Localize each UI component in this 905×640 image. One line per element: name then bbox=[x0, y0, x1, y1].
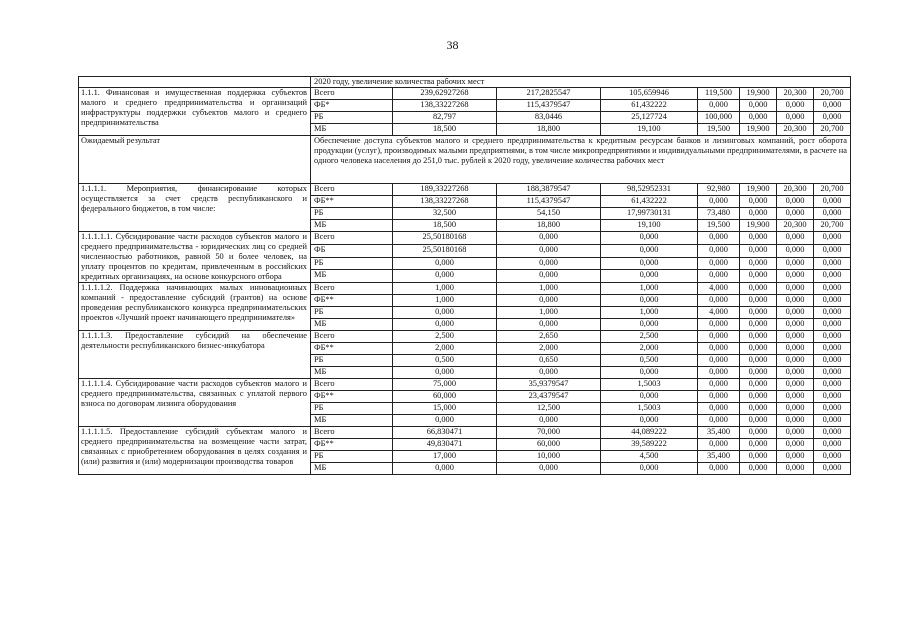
value-cell: 25,50180168 bbox=[393, 232, 497, 245]
value-cell: 54,150 bbox=[497, 208, 601, 220]
value-cell: 0,000 bbox=[740, 100, 777, 112]
value-cell: 35,9379547 bbox=[497, 379, 601, 391]
table-row bbox=[79, 283, 851, 295]
value-cell: 0,000 bbox=[777, 379, 814, 391]
activity-name: 1.1.1.1.3. Предоставление субсидий на обеспечение деятельности республиканского бизнес-инкубатора bbox=[79, 331, 311, 379]
value-cell: 0,000 bbox=[814, 343, 851, 355]
table-row bbox=[79, 184, 851, 196]
value-cell: 0,000 bbox=[740, 355, 777, 367]
value-cell: 0,000 bbox=[777, 439, 814, 451]
value-cell: 0,000 bbox=[777, 403, 814, 415]
table-row bbox=[79, 379, 851, 391]
value-cell: 0,000 bbox=[698, 391, 740, 403]
value-cell: 0,000 bbox=[777, 244, 814, 257]
value-cell: 20,300 bbox=[777, 184, 814, 196]
activity-name: 1.1.1.1.5. Предоставление субсидий субъектам малого и среднего предпринимательства на возмещение части затрат, связанных с приобретением оборудования в целях создания и (или) развития и (или) модернизации производства товаров bbox=[79, 427, 311, 475]
value-cell: 66,830471 bbox=[393, 427, 497, 439]
value-cell: 0,000 bbox=[740, 257, 777, 270]
value-cell: 0,000 bbox=[814, 100, 851, 112]
value-cell: 70,000 bbox=[497, 427, 601, 439]
value-cell: 0,000 bbox=[777, 270, 814, 283]
funding-source: МБ bbox=[311, 124, 393, 136]
value-cell: 0,000 bbox=[497, 463, 601, 475]
value-cell: 18,500 bbox=[393, 220, 497, 232]
value-cell: 0,000 bbox=[740, 307, 777, 319]
value-cell: 0,000 bbox=[601, 257, 698, 270]
value-cell: 2,650 bbox=[497, 331, 601, 343]
value-cell: 0,000 bbox=[814, 208, 851, 220]
table-row bbox=[79, 427, 851, 439]
value-cell: 19,100 bbox=[601, 124, 698, 136]
expected-result-row bbox=[79, 136, 851, 184]
value-cell: 23,4379547 bbox=[497, 391, 601, 403]
budget-table bbox=[78, 76, 851, 475]
value-cell: 0,000 bbox=[698, 343, 740, 355]
funding-source: РБ bbox=[311, 451, 393, 463]
value-cell: 49,830471 bbox=[393, 439, 497, 451]
value-cell: 0,000 bbox=[698, 100, 740, 112]
value-cell: 188,3879547 bbox=[497, 184, 601, 196]
continuation-text: 2020 году, увеличение количества рабочих мест bbox=[311, 77, 851, 88]
value-cell: 0,000 bbox=[698, 244, 740, 257]
value-cell: 1,000 bbox=[601, 283, 698, 295]
value-cell: 0,000 bbox=[740, 403, 777, 415]
value-cell: 0,000 bbox=[814, 379, 851, 391]
value-cell: 0,000 bbox=[698, 319, 740, 331]
value-cell: 35,400 bbox=[698, 451, 740, 463]
value-cell: 2,500 bbox=[601, 331, 698, 343]
value-cell: 0,000 bbox=[777, 100, 814, 112]
value-cell: 0,000 bbox=[698, 415, 740, 427]
funding-source: ФБ** bbox=[311, 343, 393, 355]
value-cell: 0,000 bbox=[740, 427, 777, 439]
funding-source: Всего bbox=[311, 331, 393, 343]
value-cell: 1,000 bbox=[601, 307, 698, 319]
value-cell: 0,000 bbox=[777, 307, 814, 319]
value-cell: 0,000 bbox=[393, 463, 497, 475]
value-cell: 100,000 bbox=[698, 112, 740, 124]
value-cell: 44,089222 bbox=[601, 427, 698, 439]
value-cell: 19,900 bbox=[740, 124, 777, 136]
value-cell: 0,000 bbox=[393, 270, 497, 283]
value-cell: 0,000 bbox=[698, 257, 740, 270]
value-cell: 0,000 bbox=[601, 367, 698, 379]
value-cell: 239,62927268 bbox=[393, 88, 497, 100]
value-cell: 0,000 bbox=[814, 295, 851, 307]
value-cell: 138,33227268 bbox=[393, 196, 497, 208]
value-cell: 119,500 bbox=[698, 88, 740, 100]
table-row bbox=[79, 331, 851, 343]
value-cell: 0,000 bbox=[740, 270, 777, 283]
value-cell: 0,000 bbox=[777, 391, 814, 403]
value-cell: 1,000 bbox=[393, 295, 497, 307]
value-cell: 0,000 bbox=[777, 283, 814, 295]
activity-name: 1.1.1.1.4. Субсидирование части расходов субъектов малого и среднего предпринимательства, связанных с уплатой первого взноса по договорам лизинга оборудования bbox=[79, 379, 311, 427]
value-cell: 0,000 bbox=[814, 283, 851, 295]
funding-source: ФБ** bbox=[311, 439, 393, 451]
funding-source: РБ bbox=[311, 403, 393, 415]
value-cell: 0,000 bbox=[393, 307, 497, 319]
activity-name: 1.1.1. Финансовая и имущественная поддержка субъектов малого и среднего предпринимательства и организаций инфраструктуры поддержки субъектов малого и среднего предпринимательства bbox=[79, 88, 311, 136]
value-cell: 0,000 bbox=[814, 427, 851, 439]
value-cell: 0,000 bbox=[601, 319, 698, 331]
value-cell: 0,000 bbox=[740, 439, 777, 451]
value-cell: 0,000 bbox=[814, 331, 851, 343]
table-row bbox=[79, 232, 851, 245]
value-cell: 0,000 bbox=[698, 295, 740, 307]
funding-source: РБ bbox=[311, 355, 393, 367]
value-cell: 0,000 bbox=[698, 439, 740, 451]
funding-source: ФБ* bbox=[311, 100, 393, 112]
value-cell: 0,000 bbox=[777, 295, 814, 307]
value-cell: 0,000 bbox=[601, 391, 698, 403]
page-number: 38 bbox=[446, 38, 459, 52]
value-cell: 0,000 bbox=[740, 343, 777, 355]
value-cell: 0,000 bbox=[814, 451, 851, 463]
value-cell: 0,000 bbox=[814, 244, 851, 257]
activity-name: 1.1.1.1.2. Поддержка начинающих малых инновационных компаний - предоставление субсидий (грантов) на основе проведения республиканского конкурса предпринимательских проектов «Лучший проект начинающего предпринимателя» bbox=[79, 283, 311, 331]
value-cell: 0,000 bbox=[698, 355, 740, 367]
value-cell: 19,500 bbox=[698, 124, 740, 136]
value-cell: 0,000 bbox=[777, 463, 814, 475]
value-cell: 0,000 bbox=[777, 331, 814, 343]
value-cell: 2,000 bbox=[393, 343, 497, 355]
value-cell: 75,000 bbox=[393, 379, 497, 391]
value-cell: 0,000 bbox=[777, 451, 814, 463]
value-cell: 0,000 bbox=[601, 415, 698, 427]
value-cell: 1,000 bbox=[497, 283, 601, 295]
value-cell: 115,4379547 bbox=[497, 196, 601, 208]
value-cell: 0,000 bbox=[740, 319, 777, 331]
value-cell: 20,700 bbox=[814, 184, 851, 196]
funding-source: МБ bbox=[311, 367, 393, 379]
value-cell: 0,000 bbox=[497, 232, 601, 245]
funding-source: Всего bbox=[311, 427, 393, 439]
value-cell: 19,100 bbox=[601, 220, 698, 232]
value-cell: 19,900 bbox=[740, 184, 777, 196]
funding-source: РБ bbox=[311, 307, 393, 319]
value-cell: 0,000 bbox=[740, 463, 777, 475]
value-cell: 35,400 bbox=[698, 427, 740, 439]
value-cell: 0,000 bbox=[601, 295, 698, 307]
value-cell: 0,000 bbox=[698, 403, 740, 415]
value-cell: 0,000 bbox=[740, 415, 777, 427]
value-cell: 4,000 bbox=[698, 307, 740, 319]
value-cell: 0,000 bbox=[777, 355, 814, 367]
value-cell: 61,432222 bbox=[601, 100, 698, 112]
value-cell: 0,000 bbox=[698, 463, 740, 475]
value-cell: 0,500 bbox=[393, 355, 497, 367]
value-cell: 0,000 bbox=[777, 208, 814, 220]
funding-source: РБ bbox=[311, 112, 393, 124]
continuation-row bbox=[79, 77, 851, 88]
value-cell: 0,000 bbox=[740, 391, 777, 403]
value-cell: 1,5003 bbox=[601, 379, 698, 391]
value-cell: 0,000 bbox=[777, 257, 814, 270]
value-cell: 20,300 bbox=[777, 88, 814, 100]
value-cell: 0,000 bbox=[777, 343, 814, 355]
value-cell: 20,700 bbox=[814, 124, 851, 136]
value-cell: 115,4379547 bbox=[497, 100, 601, 112]
funding-source: ФБ bbox=[311, 244, 393, 257]
value-cell: 0,000 bbox=[777, 427, 814, 439]
value-cell: 18,500 bbox=[393, 124, 497, 136]
funding-source: ФБ** bbox=[311, 196, 393, 208]
value-cell: 2,000 bbox=[601, 343, 698, 355]
value-cell: 1,000 bbox=[497, 307, 601, 319]
value-cell: 0,000 bbox=[740, 196, 777, 208]
funding-source: РБ bbox=[311, 208, 393, 220]
value-cell: 0,000 bbox=[497, 257, 601, 270]
empty-cell bbox=[79, 77, 311, 88]
value-cell: 83,0446 bbox=[497, 112, 601, 124]
value-cell: 19,900 bbox=[740, 220, 777, 232]
funding-source: МБ bbox=[311, 415, 393, 427]
value-cell: 0,000 bbox=[814, 257, 851, 270]
value-cell: 0,000 bbox=[740, 367, 777, 379]
value-cell: 0,000 bbox=[777, 112, 814, 124]
value-cell: 0,000 bbox=[497, 319, 601, 331]
value-cell: 189,33227268 bbox=[393, 184, 497, 196]
value-cell: 0,000 bbox=[740, 232, 777, 245]
value-cell: 0,000 bbox=[777, 196, 814, 208]
value-cell: 0,000 bbox=[601, 244, 698, 257]
value-cell: 0,000 bbox=[814, 270, 851, 283]
value-cell: 0,000 bbox=[497, 415, 601, 427]
funding-source: Всего bbox=[311, 283, 393, 295]
value-cell: 105,659946 bbox=[601, 88, 698, 100]
value-cell: 0,000 bbox=[698, 379, 740, 391]
value-cell: 0,000 bbox=[740, 283, 777, 295]
value-cell: 0,000 bbox=[698, 367, 740, 379]
value-cell: 12,500 bbox=[497, 403, 601, 415]
value-cell: 4,500 bbox=[601, 451, 698, 463]
value-cell: 0,500 bbox=[601, 355, 698, 367]
value-cell: 0,000 bbox=[698, 270, 740, 283]
funding-source: Всего bbox=[311, 88, 393, 100]
value-cell: 18,800 bbox=[497, 220, 601, 232]
value-cell: 20,700 bbox=[814, 220, 851, 232]
funding-source: МБ bbox=[311, 319, 393, 331]
table-row bbox=[79, 88, 851, 100]
value-cell: 138,33227268 bbox=[393, 100, 497, 112]
value-cell: 32,500 bbox=[393, 208, 497, 220]
value-cell: 217,2825547 bbox=[497, 88, 601, 100]
value-cell: 10,000 bbox=[497, 451, 601, 463]
value-cell: 0,000 bbox=[814, 439, 851, 451]
value-cell: 0,000 bbox=[777, 319, 814, 331]
value-cell: 2,500 bbox=[393, 331, 497, 343]
value-cell: 0,000 bbox=[777, 415, 814, 427]
value-cell: 0,000 bbox=[393, 257, 497, 270]
value-cell: 15,000 bbox=[393, 403, 497, 415]
value-cell: 0,000 bbox=[814, 355, 851, 367]
value-cell: 0,000 bbox=[740, 112, 777, 124]
funding-source: ФБ** bbox=[311, 391, 393, 403]
value-cell: 0,000 bbox=[814, 232, 851, 245]
value-cell: 0,000 bbox=[777, 367, 814, 379]
value-cell: 0,000 bbox=[814, 367, 851, 379]
value-cell: 0,000 bbox=[740, 295, 777, 307]
value-cell: 0,000 bbox=[393, 319, 497, 331]
value-cell: 0,000 bbox=[740, 244, 777, 257]
funding-source: Всего bbox=[311, 379, 393, 391]
value-cell: 0,000 bbox=[777, 232, 814, 245]
value-cell: 0,000 bbox=[740, 451, 777, 463]
funding-source: МБ bbox=[311, 270, 393, 283]
value-cell: 98,52952331 bbox=[601, 184, 698, 196]
value-cell: 20,300 bbox=[777, 124, 814, 136]
value-cell: 0,000 bbox=[393, 367, 497, 379]
value-cell: 1,5003 bbox=[601, 403, 698, 415]
value-cell: 25,50180168 bbox=[393, 244, 497, 257]
value-cell: 17,000 bbox=[393, 451, 497, 463]
value-cell: 0,000 bbox=[814, 196, 851, 208]
activity-name: 1.1.1.1. Мероприятия, финансирование которых осуществляется за счет средств республиканского и федерального бюджетов, в том числе: bbox=[79, 184, 311, 232]
value-cell: 19,500 bbox=[698, 220, 740, 232]
value-cell: 0,000 bbox=[814, 403, 851, 415]
value-cell: 0,000 bbox=[740, 379, 777, 391]
value-cell: 0,000 bbox=[814, 319, 851, 331]
expected-result-label: Ожидаемый результат bbox=[79, 136, 311, 184]
funding-source: ФБ** bbox=[311, 295, 393, 307]
value-cell: 92,980 bbox=[698, 184, 740, 196]
value-cell: 25,127724 bbox=[601, 112, 698, 124]
value-cell: 0,000 bbox=[814, 112, 851, 124]
value-cell: 0,000 bbox=[497, 295, 601, 307]
value-cell: 18,800 bbox=[497, 124, 601, 136]
funding-source: МБ bbox=[311, 220, 393, 232]
value-cell: 82,797 bbox=[393, 112, 497, 124]
funding-source: МБ bbox=[311, 463, 393, 475]
value-cell: 0,000 bbox=[601, 270, 698, 283]
funding-source: Всего bbox=[311, 184, 393, 196]
expected-result-text: Обеспечение доступа субъектов малого и среднего предпринимательства к кредитным ресурсам банков и лизинговых компаний, рост оборота продукции (услуг), производимых малыми предприятиями, в том числе микропредприятиями и индивидуальными предпринимателями, в расчете на одного человека населения до 251,0 тыс. рублей к 2020 году, увеличение количества рабочих мест bbox=[311, 136, 851, 184]
value-cell: 0,000 bbox=[497, 244, 601, 257]
value-cell: 0,000 bbox=[740, 208, 777, 220]
value-cell: 61,432222 bbox=[601, 196, 698, 208]
value-cell: 0,000 bbox=[601, 463, 698, 475]
value-cell: 0,000 bbox=[497, 270, 601, 283]
value-cell: 19,900 bbox=[740, 88, 777, 100]
value-cell: 0,000 bbox=[814, 463, 851, 475]
value-cell: 0,000 bbox=[497, 367, 601, 379]
value-cell: 1,000 bbox=[393, 283, 497, 295]
value-cell: 0,000 bbox=[698, 196, 740, 208]
funding-source: РБ bbox=[311, 257, 393, 270]
funding-source: Всего bbox=[311, 232, 393, 245]
value-cell: 0,650 bbox=[497, 355, 601, 367]
value-cell: 0,000 bbox=[393, 415, 497, 427]
value-cell: 0,000 bbox=[814, 391, 851, 403]
value-cell: 0,000 bbox=[740, 331, 777, 343]
value-cell: 60,000 bbox=[497, 439, 601, 451]
value-cell: 0,000 bbox=[698, 232, 740, 245]
value-cell: 4,000 bbox=[698, 283, 740, 295]
activity-name: 1.1.1.1.1. Субсидирование части расходов субъектов малого и среднего предпринимательства - юридических лиц со средней численностью работников, равной 50 и более человек, на уплату процентов по кредитам, привлеченным в российских кредитных организациях, на основе конкурсного отбора bbox=[79, 232, 311, 283]
value-cell: 0,000 bbox=[814, 307, 851, 319]
value-cell: 0,000 bbox=[698, 331, 740, 343]
value-cell: 73,480 bbox=[698, 208, 740, 220]
value-cell: 2,000 bbox=[497, 343, 601, 355]
value-cell: 0,000 bbox=[814, 415, 851, 427]
value-cell: 60,000 bbox=[393, 391, 497, 403]
value-cell: 17,99730131 bbox=[601, 208, 698, 220]
value-cell: 20,300 bbox=[777, 220, 814, 232]
value-cell: 39,589222 bbox=[601, 439, 698, 451]
value-cell: 0,000 bbox=[601, 232, 698, 245]
value-cell: 20,700 bbox=[814, 88, 851, 100]
